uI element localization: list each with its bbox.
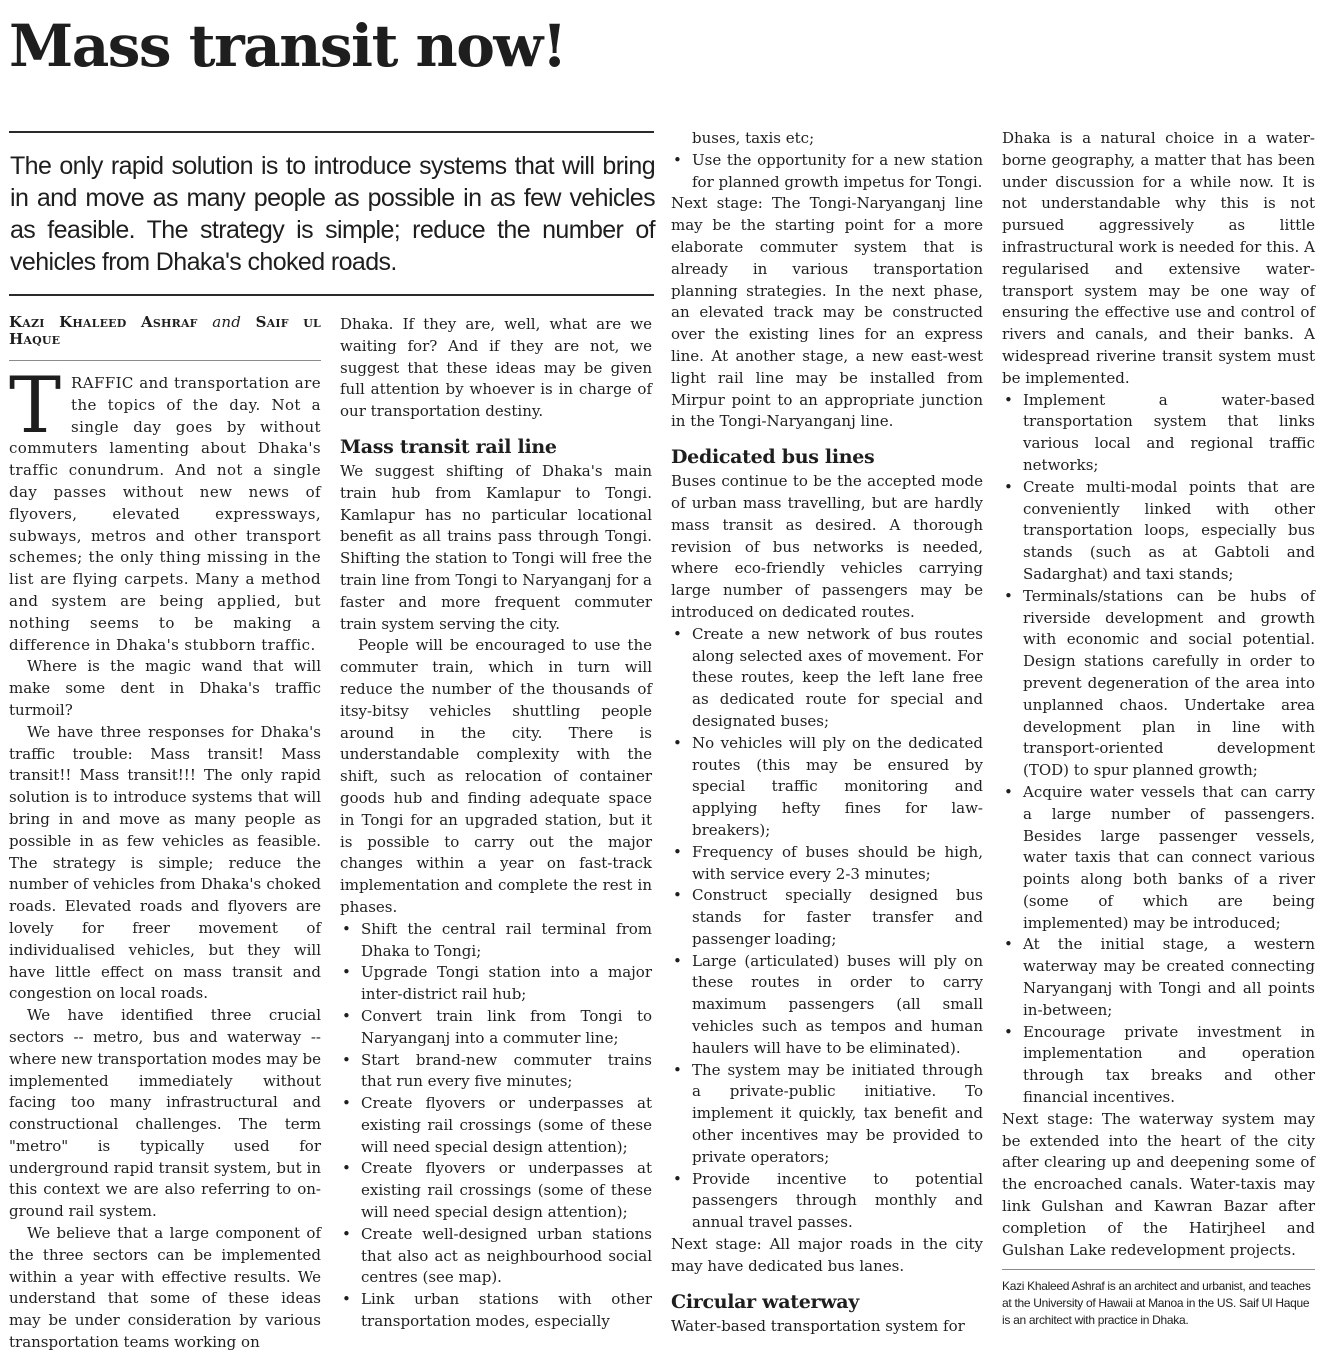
lead-paragraph	[9, 361, 321, 656]
bus-bullet-list	[671, 624, 983, 1234]
bullet-icon: •	[673, 1060, 682, 1079]
paragraph: We believe that a large component of the three sectors can be implemented within a year with effective results. We understand that some of these ideas may be under consideration by various transportation teams working on	[9, 1224, 321, 1352]
list-item-text: Frequency of buses should be high, with service every 2-3 minutes;	[692, 842, 983, 883]
paragraph: Next stage: The Tongi-Naryanganj line may be the starting point for a more elaborate commuter system that is already in various transportation planning strategies. In the next phase, an elevated track may be constructed over the existing lines for an express line. At another stage, a new east-west light rail line may be installed from Mirpur point to an appropriate junction in the Tongi-Naryanganj line.	[671, 194, 983, 431]
lead-text: RAFFIC and transportation are the topics of the day. Not a single day goes by without commuters lamenting about Dhaka's traffic conundrum. And not a single day passes without new news of flyovers, elevated expressways, subways, metros and other transport schemes; the only thing missing in the list are flying carpets. Many a method and system are being applied, but nothing seems to be making a difference in Dhaka's stubborn traffic.	[9, 374, 321, 654]
list-item-text: Create flyovers or underpasses at existing rail crossings (some of these will need special design attention);	[361, 1159, 652, 1222]
drop-cap: T	[9, 361, 62, 451]
bio-divider	[1002, 1269, 1315, 1270]
list-item	[673, 885, 983, 950]
article-column-3	[671, 128, 983, 1335]
headline: Mass transit now!	[9, 12, 566, 80]
bullet-icon: •	[1004, 935, 1013, 954]
paragraph: Where is the magic wand that will make some dent in Dhaka's traffic turmoil?	[9, 657, 321, 719]
paragraph: Water-based transportation system for	[671, 1316, 965, 1335]
bullet-icon: •	[342, 919, 351, 938]
list-item	[1004, 390, 1315, 477]
paragraph: We suggest shifting of Dhaka's main train hub from Kamlapur to Tongi. Kamlapur has no particular locational benefit as all trains pass through Tongi. Shifting the station to Tongi will free the train line from Tongi to Naryanganj for a faster and more frequent commuter train system serving the city.	[340, 461, 652, 633]
list-item-text: Shift the central rail terminal from Dhaka to Tongi;	[361, 919, 652, 960]
list-item-text: Upgrade Tongi station into a major inter-district rail hub;	[361, 963, 652, 1004]
bullet-icon: •	[673, 886, 682, 905]
list-item-text: Create flyovers or underpasses at existing rail crossings (some of these will need special design attention);	[361, 1094, 652, 1156]
bullet-icon: •	[342, 1290, 351, 1309]
bullet-icon: •	[673, 150, 682, 169]
bullet-icon: •	[342, 1006, 351, 1025]
list-item	[1004, 586, 1315, 782]
list-item	[673, 733, 983, 842]
list-item	[342, 1093, 652, 1158]
list-item-text: Create a new network of bus routes along selected axes of movement. For these routes, keep the left lane free as dedicated route for special and designated buses;	[692, 624, 983, 730]
list-item-text: The system may be initiated through a private-public initiative. To implement it quickly, tax benefit and other incentives may be provided to private operators;	[692, 1060, 983, 1166]
list-item	[673, 951, 983, 1060]
byline-author-2: Saif ul Haque	[9, 313, 321, 348]
list-item	[1004, 782, 1315, 935]
bullet-icon: •	[1004, 390, 1013, 409]
byline-joiner: and	[212, 313, 242, 331]
rail-bullet-list-cont	[671, 150, 983, 194]
list-item-text: Provide incentive to potential passengers through monthly and annual travel passes.	[692, 1169, 983, 1232]
bullet-icon: •	[342, 1159, 351, 1178]
list-item-text: Convert train link from Tongi to Naryanganj into a commuter line;	[361, 1006, 652, 1047]
paragraph: We have identified three crucial sectors -- metro, bus and waterway -- where new transportation modes may be implemented immediately without facing too many infrastructural and constructional challenges. The term "metro" is typically used for underground rapid transit system, but in this context we are also referring to on-ground rail system.	[9, 1006, 321, 1221]
bullet-icon: •	[673, 733, 682, 752]
list-item-text: Use the opportunity for a new station for planned growth impetus for Tongi.	[692, 150, 983, 191]
bullet-icon: •	[1004, 1022, 1013, 1041]
bullet-icon: •	[342, 1050, 351, 1069]
paragraph: Dhaka is a natural choice in a water-borne geography, a matter that has been under discussion for a while now. It is not understandable why this is not pursued aggressively as little infrastructural work is needed for this. A regularised and extensive water-transport system may be one way of ensuring the effective use and control of rivers and canals, and their banks. A widespread riverine transit system must be implemented.	[1002, 129, 1315, 387]
list-item-text: Acquire water vessels that can carry a large number of passengers. Besides large passenger vessels, water taxis that can connect various points along both banks of a river (some of which are being implemented) may be introduced;	[1023, 782, 1315, 932]
list-item-text: Create multi-modal points that are conveniently linked with other transportation loops, especially bus stands (such as at Gabtoli and Sadarghat) and taxi stands;	[1023, 477, 1315, 583]
rail-bullet-list	[340, 919, 652, 1333]
list-item-text: Create well-designed urban stations that also act as neighbourhood social centres (see map).	[361, 1224, 652, 1287]
bullet-icon: •	[1004, 782, 1013, 801]
list-item-text: Encourage private investment in implementation and operation through tax breaks and other financial incentives.	[1023, 1022, 1315, 1107]
article-column-2	[340, 314, 652, 1331]
article-column-1	[9, 313, 321, 1352]
list-item	[673, 624, 983, 733]
bullet-icon: •	[1004, 586, 1013, 605]
list-item	[673, 150, 983, 194]
bullet-icon: •	[1004, 477, 1013, 496]
standfirst: The only rapid solution is to introduce systems that will bring in and move as many people as possible in as few vehicles as feasible. The strategy is simple; reduce the number of vehicles from Dhaka's choked roads.	[10, 152, 655, 276]
standfirst-bottom-rule	[9, 294, 654, 296]
list-item-text: No vehicles will ply on the dedicated routes (this may be ensured by special traffic monitoring and applying hefty fines for law-breakers);	[692, 733, 983, 839]
waterway-bullet-list	[1002, 390, 1315, 1109]
section-heading-waterway: Circular waterway	[671, 1290, 860, 1313]
list-item-text: Start brand-new commuter trains that run every five minutes;	[361, 1050, 652, 1091]
article-column-4	[1002, 128, 1315, 1326]
paragraph: Dhaka. If they are, well, what are we waiting for? And if they are not, we suggest that these ideas may be given full attention by whoever is in charge of our transportation destiny.	[340, 315, 652, 421]
bullet-icon: •	[673, 1169, 682, 1188]
list-item-text: Terminals/stations can be hubs of riverside development and growth with economic and social potential. Design stations carefully in order to prevent degeneration of the area into unplanned chaos. Undertake area development plan in line with transport-oriented development (TOD) to spur planned growth;	[1023, 586, 1315, 780]
list-item	[342, 1289, 652, 1333]
list-item	[342, 962, 652, 1006]
list-item-text: Large (articulated) buses will ply on these routes in order to carry maximum passengers (all small vehicles such as tempos and human haulers will have to be eliminated).	[692, 951, 983, 1057]
list-item-text: Link urban stations with other transportation modes, especially	[361, 1290, 652, 1331]
list-item	[342, 919, 652, 963]
bullet-icon: •	[342, 1224, 351, 1243]
paragraph: Next stage: The waterway system may be extended into the heart of the city after clearing up and deepening some of the encroached canals. Water-taxis may link Gulshan and Kawran Bazar after completion of the Hatirjheel and Gulshan Lake redevelopment projects.	[1002, 1109, 1315, 1259]
bullet-icon: •	[673, 842, 682, 861]
byline	[9, 314, 321, 361]
list-item	[1004, 477, 1315, 586]
list-item	[342, 1158, 652, 1223]
author-bio: Kazi Khaleed Ashraf is an architect and urbanist, and teaches at the University of Hawaii at Manoa in the US. Saif Ul Haque is an architect with practice in Dhaka.	[1002, 1279, 1311, 1328]
bullet-icon: •	[673, 624, 682, 643]
list-item	[342, 1006, 652, 1050]
paragraph: Buses continue to be the accepted mode of urban mass travelling, but are hardly mass transit as desired. A thorough revision of bus networks is needed, where eco-friendly vehicles carrying large number of passengers may be introduced on dedicated routes.	[671, 472, 983, 621]
list-item-text: Construct specially designed bus stands for faster transfer and passenger loading;	[692, 886, 983, 948]
list-item-text: At the initial stage, a western waterway may be created connecting Naryanganj with Tongi and all points in-between;	[1023, 935, 1315, 1019]
list-item	[1004, 1022, 1315, 1109]
section-heading-bus: Dedicated bus lines	[671, 446, 875, 469]
list-item	[673, 1060, 983, 1169]
list-item-text: Implement a water-based transportation system that links various local and regional traffic networks;	[1023, 390, 1315, 474]
list-item	[673, 1169, 983, 1234]
byline-author-1: Kazi Khaleed Ashraf	[9, 313, 198, 331]
section-heading-rail: Mass transit rail line	[340, 435, 557, 458]
list-item	[673, 842, 983, 886]
list-item	[342, 1050, 652, 1094]
standfirst-top-rule	[9, 131, 654, 133]
bullet-icon: •	[673, 951, 682, 970]
list-item	[342, 1224, 652, 1289]
paragraph: Next stage: All major roads in the city may have dedicated bus lanes.	[671, 1235, 983, 1275]
list-item	[1004, 934, 1315, 1021]
bullet-icon: •	[342, 963, 351, 982]
bullet-icon: •	[342, 1094, 351, 1113]
paragraph: People will be encouraged to use the commuter train, which in turn will reduce the number of the thousands of itsy-bitsy vehicles shuttling people around in the city. There is understandable complexity with the shift, such as relocation of container goods hub and finding adequate space in Tongi for an upgraded station, but it is possible to carry out the major changes within a year on fast-track implementation and complete the rest in phases.	[340, 636, 652, 916]
paragraph: We have three responses for Dhaka's traffic trouble: Mass transit! Mass transit!! Mass transit!!! The only rapid solution is to introduce systems that will bring in and move as many people as possible in as few vehicles as feasible. The strategy is simple; reduce the number of vehicles from Dhaka's choked roads. Elevated roads and flyovers are lovely for freer movement of individualised vehicles, but they will have little effect on mass transit and congestion on local roads.	[9, 722, 321, 1003]
continued-list-text: buses, taxis etc;	[692, 129, 815, 147]
